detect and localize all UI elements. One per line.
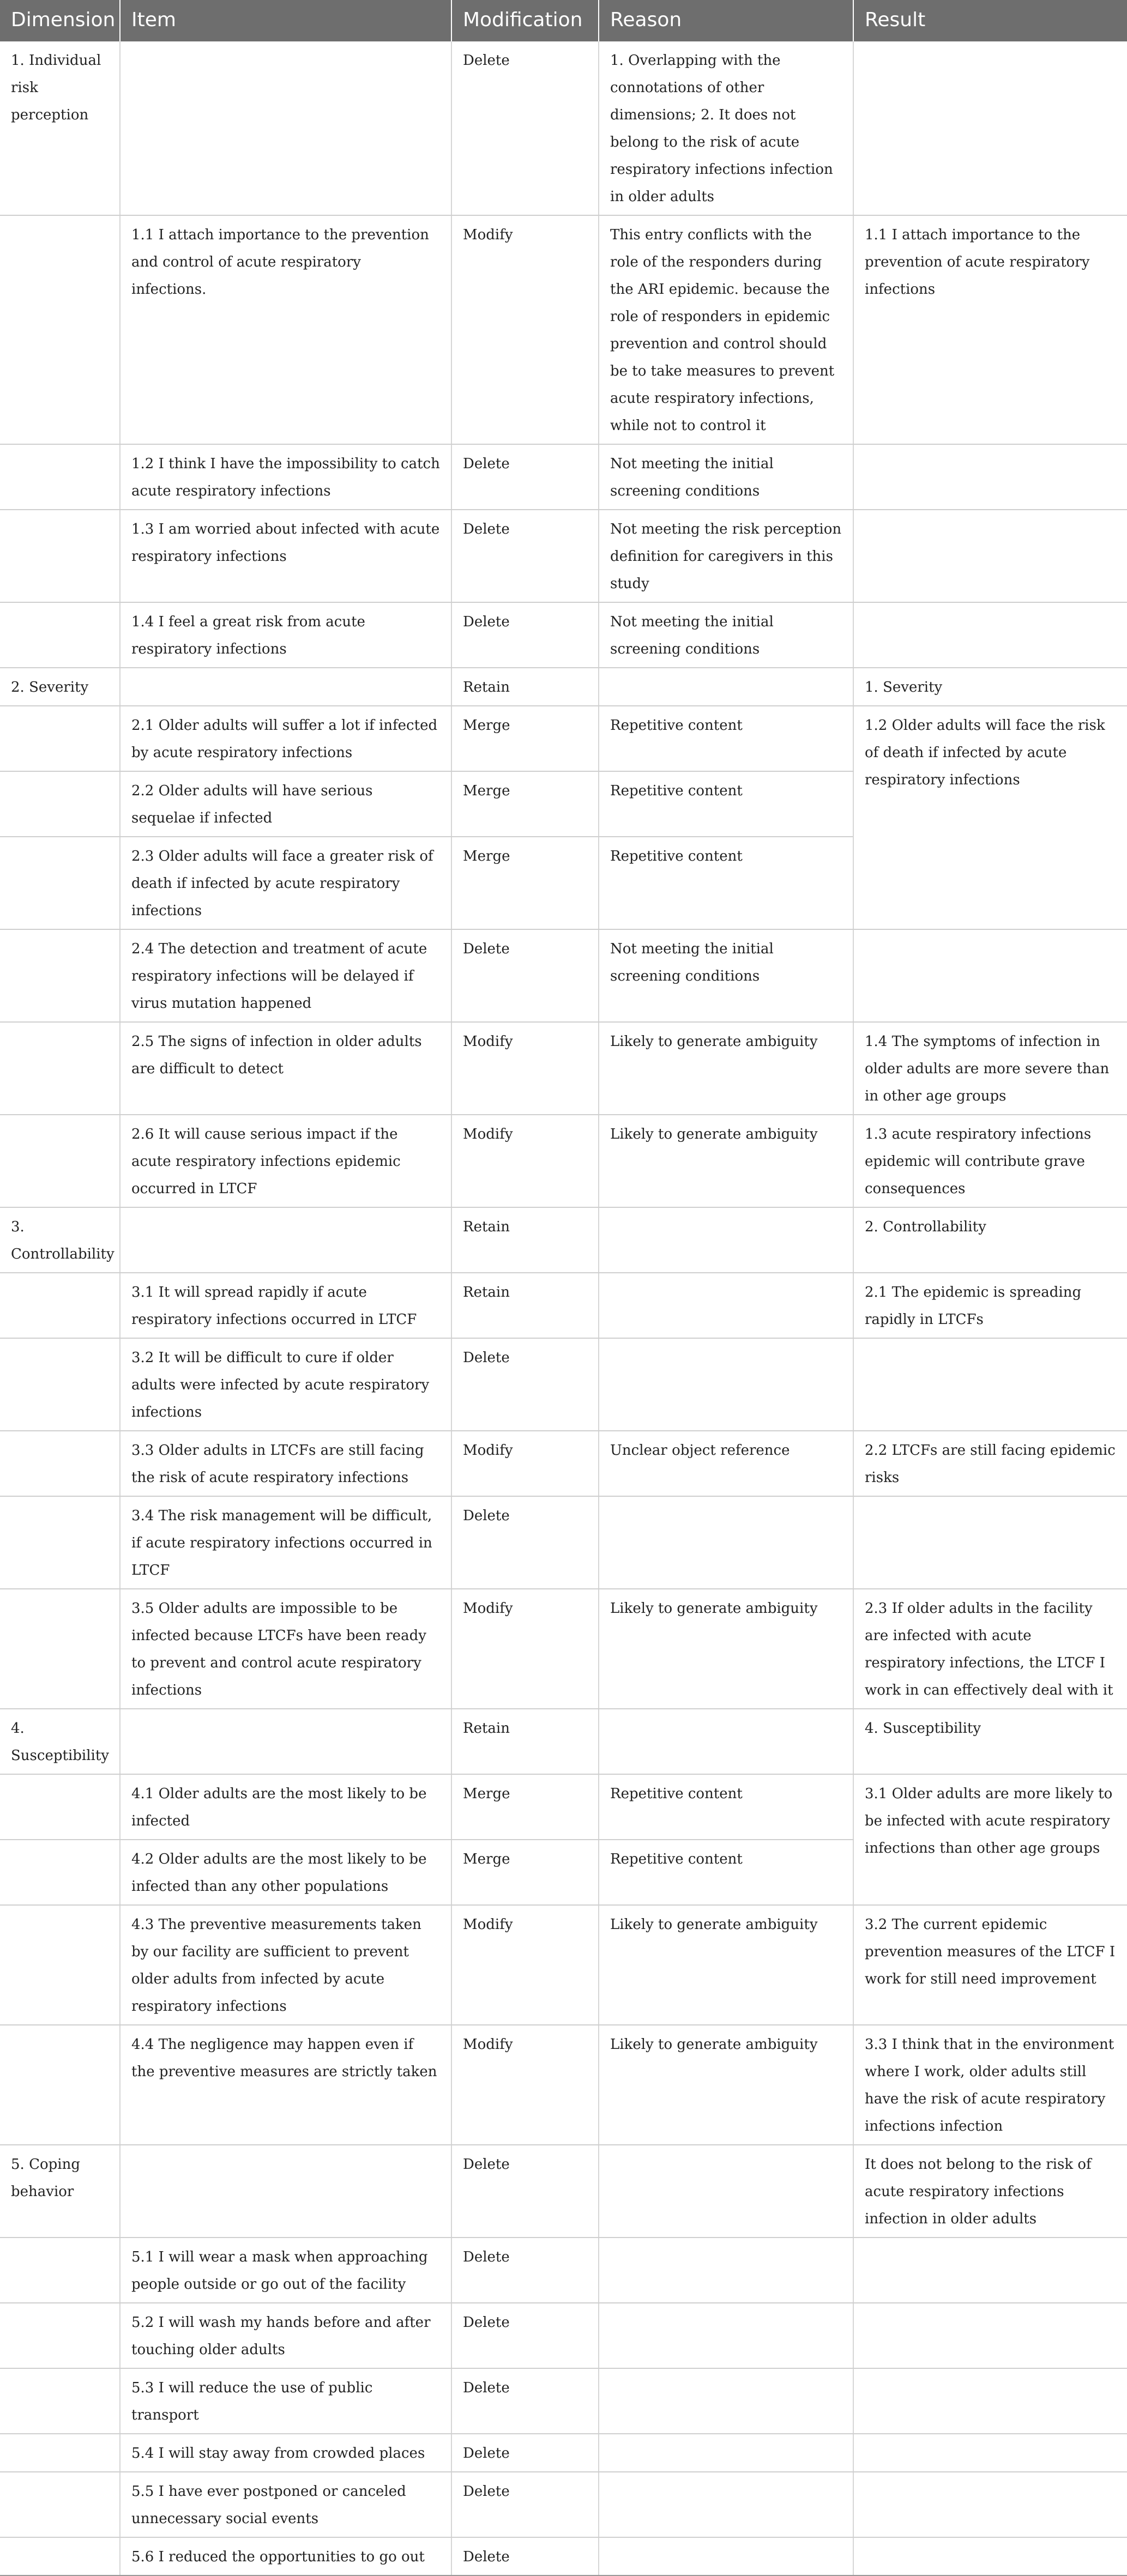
modification-cell: Merge [451, 1840, 599, 1905]
reason-cell: Repetitive content [599, 706, 853, 771]
table-row [0, 602, 1127, 668]
dimension-cell [0, 1496, 120, 1589]
item-cell: 3.4 The risk management will be difficult, if acute respiratory infections occurred in LTCF [120, 1496, 451, 1589]
modification-cell: Delete [451, 602, 599, 668]
modification-cell: Delete [451, 2537, 599, 2575]
header-modification: Modification [451, 0, 599, 41]
table-row [0, 1273, 1127, 1338]
result-cell: 1.3 acute respiratory infections epidemic will contribute grave consequences [853, 1115, 1127, 1207]
dimension-cell [0, 215, 120, 444]
modification-cell: Delete [451, 929, 599, 1022]
header-dimension: Dimension [0, 0, 120, 41]
modification-cell: Modify [451, 215, 599, 444]
reason-cell: Repetitive content [599, 771, 853, 837]
dimension-cell [0, 1115, 120, 1207]
modification-cell: Modify [451, 2025, 599, 2145]
item-cell: 3.5 Older adults are impossible to be infected because LTCFs have been ready to prevent and control acute respiratory infections [120, 1589, 451, 1709]
reason-cell: Likely to generate ambiguity [599, 2025, 853, 2145]
item-cell [120, 1709, 451, 1774]
result-cell [853, 602, 1127, 668]
result-cell: It does not belong to the risk of acute respiratory infections infection in older adults [853, 2145, 1127, 2238]
table-row [0, 2537, 1127, 2575]
modification-cell: Retain [451, 1207, 599, 1273]
modification-cell: Modify [451, 1905, 599, 2025]
dimension-cell [0, 1273, 120, 1338]
modification-cell: Modify [451, 1115, 599, 1207]
table-body [0, 41, 1127, 2575]
modification-cell: Retain [451, 668, 599, 706]
result-cell [853, 2472, 1127, 2537]
item-cell: 1.4 I feel a great risk from acute respiratory infections [120, 602, 451, 668]
result-cell [853, 510, 1127, 602]
table-row [0, 2303, 1127, 2368]
item-cell [120, 1207, 451, 1273]
modification-cell: Delete [451, 41, 599, 215]
table-row [0, 41, 1127, 215]
modification-cell: Delete [451, 1496, 599, 1589]
table-row [0, 2238, 1127, 2303]
result-cell [853, 1338, 1127, 1431]
reason-cell: Likely to generate ambiguity [599, 1022, 853, 1115]
modification-cell: Delete [451, 510, 599, 602]
reason-cell: Likely to generate ambiguity [599, 1115, 853, 1207]
table-row [0, 2368, 1127, 2434]
reason-cell [599, 1273, 853, 1338]
table-row [0, 1709, 1127, 1774]
item-cell: 2.6 It will cause serious impact if the acute respiratory infections epidemic occurred in LTCF [120, 1115, 451, 1207]
reason-cell: Not meeting the initial screening conditions [599, 602, 853, 668]
item-cell: 1.3 I am worried about infected with acute respiratory infections [120, 510, 451, 602]
item-cell: 4.4 The negligence may happen even if the preventive measures are strictly taken [120, 2025, 451, 2145]
modification-cell: Delete [451, 2472, 599, 2537]
reason-cell [599, 1496, 853, 1589]
table-row [0, 706, 1127, 771]
result-cell: 2. Controllability [853, 1207, 1127, 1273]
dimension-cell [0, 2368, 120, 2434]
header-row [0, 0, 1127, 41]
item-cell [120, 2145, 451, 2238]
reason-cell [599, 2434, 853, 2472]
table-row [0, 1115, 1127, 1207]
reason-cell: Likely to generate ambiguity [599, 1905, 853, 2025]
modification-cell: Modify [451, 1589, 599, 1709]
dimension-cell [0, 444, 120, 510]
result-cell: 3.3 I think that in the environment where I work, older adults still have the risk of acute respiratory infections infection [853, 2025, 1127, 2145]
dimension-cell [0, 1774, 120, 1840]
dimension-cell [0, 510, 120, 602]
result-cell [853, 444, 1127, 510]
modification-cell: Retain [451, 1273, 599, 1338]
modification-cell: Delete [451, 2145, 599, 2238]
dimension-cell [0, 2303, 120, 2368]
item-cell: 1.2 I think I have the impossibility to catch acute respiratory infections [120, 444, 451, 510]
item-cell: 2.1 Older adults will suffer a lot if infected by acute respiratory infections [120, 706, 451, 771]
item-cell: 2.2 Older adults will have serious sequelae if infected [120, 771, 451, 837]
item-cell: 5.3 I will reduce the use of public transport [120, 2368, 451, 2434]
table-row [0, 2145, 1127, 2238]
dimension-cell: 5. Coping behavior [0, 2145, 120, 2238]
dimension-cell [0, 837, 120, 929]
dimension-cell [0, 706, 120, 771]
dimension-cell [0, 1022, 120, 1115]
item-cell: 5.2 I will wash my hands before and after touching older adults [120, 2303, 451, 2368]
table-row [0, 668, 1127, 706]
table-row [0, 510, 1127, 602]
item-cell: 5.4 I will stay away from crowded places [120, 2434, 451, 2472]
dimension-cell [0, 1905, 120, 2025]
result-cell [853, 2238, 1127, 2303]
dimension-cell [0, 2434, 120, 2472]
reason-cell [599, 2537, 853, 2575]
item-cell: 3.2 It will be difficult to cure if older adults were infected by acute respiratory infections [120, 1338, 451, 1431]
dimension-cell [0, 2238, 120, 2303]
result-cell: 1. Severity [853, 668, 1127, 706]
reason-cell [599, 1338, 853, 1431]
reason-cell: Not meeting the risk perception definition for caregivers in this study [599, 510, 853, 602]
item-cell: 3.1 It will spread rapidly if acute respiratory infections occurred in LTCF [120, 1273, 451, 1338]
result-cell [853, 929, 1127, 1022]
result-cell: 1.4 The symptoms of infection in older adults are more severe than in other age groups [853, 1022, 1127, 1115]
table-row [0, 1207, 1127, 1273]
reason-cell [599, 2472, 853, 2537]
dimension-cell: 4. Susceptibility [0, 1709, 120, 1774]
table-row [0, 1589, 1127, 1709]
reason-cell [599, 1709, 853, 1774]
reason-cell: Repetitive content [599, 1774, 853, 1840]
item-cell: 2.3 Older adults will face a greater risk of death if infected by acute respiratory infections [120, 837, 451, 929]
header-item: Item [120, 0, 451, 41]
dimension-cell [0, 771, 120, 837]
modification-cell: Delete [451, 444, 599, 510]
item-cell: 5.5 I have ever postponed or canceled unnecessary social events [120, 2472, 451, 2537]
modification-cell: Delete [451, 2434, 599, 2472]
modification-cell: Merge [451, 706, 599, 771]
modification-cell: Merge [451, 837, 599, 929]
dimension-cell [0, 2025, 120, 2145]
modification-cell: Merge [451, 771, 599, 837]
table-row [0, 444, 1127, 510]
result-cell: 1.2 Older adults will face the risk of death if infected by acute respiratory infections [853, 706, 1127, 929]
item-cell: 2.4 The detection and treatment of acute respiratory infections will be delayed if virus mutation happened [120, 929, 451, 1022]
table-row [0, 1774, 1127, 1840]
modification-cell: Delete [451, 2303, 599, 2368]
reason-cell: This entry conflicts with the role of the responders during the ARI epidemic. because the role of responders in epidemic prevention and control should be to take measures to prevent acute respiratory infections, while not to control it [599, 215, 853, 444]
item-cell [120, 668, 451, 706]
reason-cell: Repetitive content [599, 837, 853, 929]
dimension-cell [0, 1431, 120, 1496]
modification-cell: Delete [451, 2238, 599, 2303]
item-cell: 2.5 The signs of infection in older adults are difficult to detect [120, 1022, 451, 1115]
item-cell: 4.1 Older adults are the most likely to be infected [120, 1774, 451, 1840]
table-row [0, 1431, 1127, 1496]
result-cell [853, 1496, 1127, 1589]
reason-cell: 1. Overlapping with the connotations of other dimensions; 2. It does not belong to the risk of acute respiratory infections infection in older adults [599, 41, 853, 215]
dimension-cell [0, 1840, 120, 1905]
item-cell [120, 41, 451, 215]
reason-cell [599, 668, 853, 706]
result-cell [853, 41, 1127, 215]
result-cell: 3.1 Older adults are more likely to be infected with acute respiratory infections than other age groups [853, 1774, 1127, 1905]
item-cell: 5.6 I reduced the opportunities to go out [120, 2537, 451, 2575]
result-cell [853, 2434, 1127, 2472]
modification-cell: Delete [451, 2368, 599, 2434]
table-row [0, 1338, 1127, 1431]
table-row [0, 1496, 1127, 1589]
dimension-cell [0, 929, 120, 1022]
dimension-cell: 3. Controllability [0, 1207, 120, 1273]
reason-cell [599, 2368, 853, 2434]
reason-cell: Not meeting the initial screening conditions [599, 929, 853, 1022]
header-result: Result [853, 0, 1127, 41]
table-row [0, 2025, 1127, 2145]
result-cell: 3.2 The current epidemic prevention measures of the LTCF I work for still need improvement [853, 1905, 1127, 2025]
modification-cell: Modify [451, 1431, 599, 1496]
result-cell: 2.3 If older adults in the facility are infected with acute respiratory infections, the LTCF I work in can effectively deal with it [853, 1589, 1127, 1709]
table-row [0, 1022, 1127, 1115]
result-cell: 1.1 I attach importance to the prevention of acute respiratory infections [853, 215, 1127, 444]
modification-cell: Delete [451, 1338, 599, 1431]
table-row [0, 929, 1127, 1022]
table-row [0, 215, 1127, 444]
dimension-cell [0, 602, 120, 668]
result-cell: 2.1 The epidemic is spreading rapidly in LTCFs [853, 1273, 1127, 1338]
reason-cell: Not meeting the initial screening conditions [599, 444, 853, 510]
modification-cell: Modify [451, 1022, 599, 1115]
dimension-cell [0, 1589, 120, 1709]
result-cell [853, 2368, 1127, 2434]
reason-cell: Likely to generate ambiguity [599, 1589, 853, 1709]
result-cell [853, 2537, 1127, 2575]
result-cell [853, 2303, 1127, 2368]
dimension-cell: 1. Individual risk perception [0, 41, 120, 215]
header-reason: Reason [599, 0, 853, 41]
item-cell: 3.3 Older adults in LTCFs are still facing the risk of acute respiratory infections [120, 1431, 451, 1496]
reason-cell: Repetitive content [599, 1840, 853, 1905]
reason-cell [599, 2303, 853, 2368]
dimension-cell [0, 2472, 120, 2537]
result-cell: 2.2 LTCFs are still facing epidemic risks [853, 1431, 1127, 1496]
result-cell: 4. Susceptibility [853, 1709, 1127, 1774]
modification-cell: Retain [451, 1709, 599, 1774]
item-cell: 4.2 Older adults are the most likely to be infected than any other populations [120, 1840, 451, 1905]
dimension-cell [0, 1338, 120, 1431]
dimension-cell: 2. Severity [0, 668, 120, 706]
table-header [0, 0, 1127, 41]
item-cell: 4.3 The preventive measurements taken by our facility are sufficient to prevent older adults from infected by acute respiratory infections [120, 1905, 451, 2025]
table-row [0, 2434, 1127, 2472]
reason-cell: Unclear object reference [599, 1431, 853, 1496]
modification-cell: Merge [451, 1774, 599, 1840]
dimension-cell [0, 2537, 120, 2575]
table-row [0, 2472, 1127, 2537]
item-cell: 5.1 I will wear a mask when approaching people outside or go out of the facility [120, 2238, 451, 2303]
table-row [0, 1905, 1127, 2025]
reason-cell [599, 1207, 853, 1273]
reason-cell [599, 2238, 853, 2303]
reason-cell [599, 2145, 853, 2238]
item-cell: 1.1 I attach importance to the prevention and control of acute respiratory infections. [120, 215, 451, 444]
